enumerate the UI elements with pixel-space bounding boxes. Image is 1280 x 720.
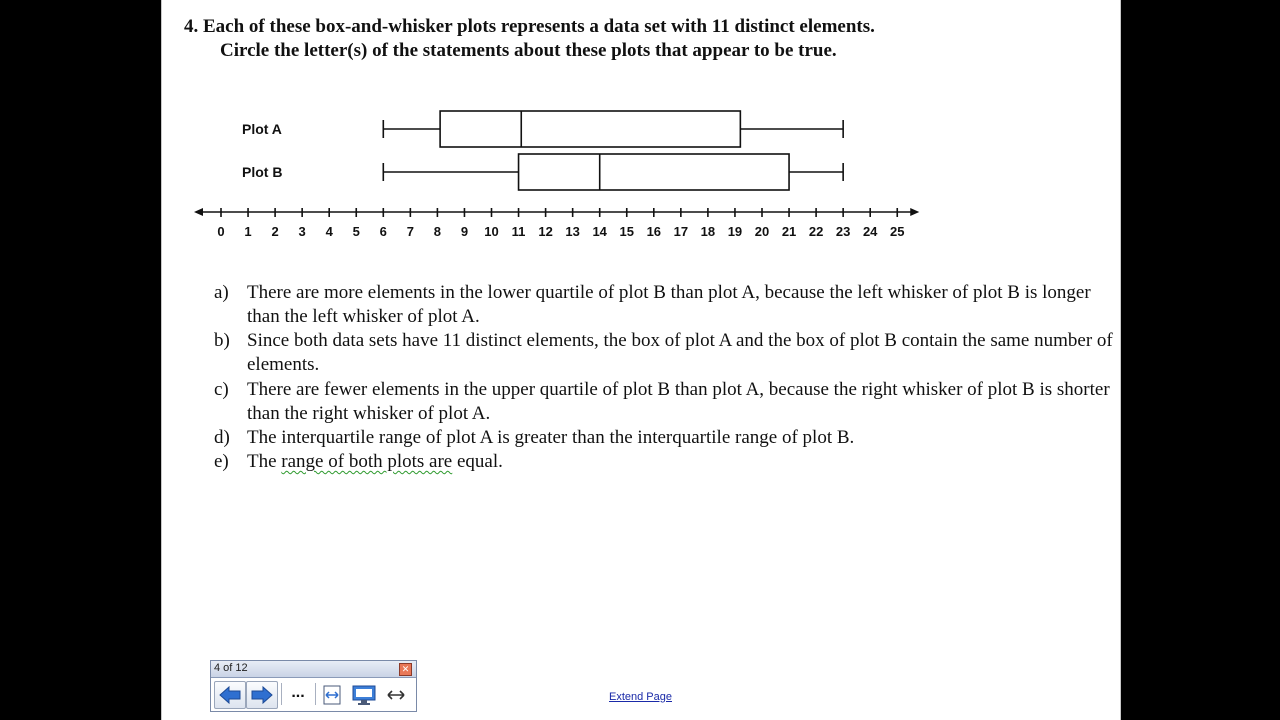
axis-tick-label-16: 16 [646,224,662,239]
axis-tick-label-8: 8 [433,224,442,239]
full-screen-button[interactable] [351,684,377,706]
statement-letter: b) [214,330,230,351]
axis-tick-label-17: 17 [673,224,689,239]
navigation-toolbar [210,660,417,712]
fit-width-icon [320,684,344,706]
statement-letter: c) [214,379,229,400]
axis-tick-label-3: 3 [298,224,306,239]
plot-b-box [519,154,790,190]
axis-tick-label-18: 18 [700,224,716,239]
axis-tick-label-10: 10 [484,224,499,239]
statement-text [247,450,1117,474]
statement-letter: a) [214,282,229,303]
more-button[interactable] [285,683,311,707]
axis-tick-label-7: 7 [406,224,414,239]
statement-text: The interquartile range of plot A is greater than the interquartile range of plot B. [247,427,855,448]
statement-text-end: equal. [452,451,503,472]
question-line-1: 4. Each of these box-and-whisker plots represents a data set with 11 distinct elements. [184,16,875,37]
next-page-icon [250,685,274,705]
worksheet-page [161,0,1121,720]
statement-letter: d) [214,427,230,448]
plot-b-label: Plot B [242,164,283,180]
statement-text: There are fewer elements in the upper quartile of plot B than plot A, because the right whisker of plot B is shorter than the right whisker of plot A. [247,379,1110,424]
plot-a-label: Plot A [242,121,282,137]
more-label: ... [291,684,305,701]
axis-tick-label-20: 20 [754,224,770,239]
axis-tick-label-5: 5 [352,224,360,239]
axis-tick-label-19: 19 [727,224,743,239]
box-plot-chart [162,0,1120,260]
toolbar-separator [281,683,282,705]
axis-tick-label-6: 6 [379,224,387,239]
statement-text: There are more elements in the lower quartile of plot B than plot A, because the left whisker of plot B is longer than the left whisker of plot A. [247,282,1091,327]
axis-tick-label-4: 4 [325,224,333,239]
full-screen-icon [351,684,377,706]
page-indicator: 4 of 12 [214,662,248,674]
axis-tick-label-1: 1 [244,224,252,239]
axis-tick-label-2: 2 [271,224,279,239]
statement-letter: e) [214,451,229,472]
statement-text: Since both data sets have 11 distinct elements, the box of plot A and the box of plot B contain the same number of elements. [247,330,1113,375]
previous-page-icon [218,685,242,705]
number-line-right-arrow [910,208,919,216]
pan-icon [385,684,407,706]
close-icon[interactable]: ✕ [399,663,412,676]
toolbar-separator [315,683,316,705]
axis-tick-label-11: 11 [511,224,526,239]
axis-tick-label-0: 0 [217,224,225,239]
next-page-button[interactable] [246,681,278,709]
statement-text-start: The [247,451,282,472]
plot-a-box [440,111,740,147]
axis-tick-label-13: 13 [565,224,580,239]
axis-tick-label-25: 25 [890,224,905,239]
number-line-left-arrow [194,208,203,216]
axis-tick-label-23: 23 [835,224,851,239]
grammar-flagged-phrase[interactable]: range of both plots are [281,451,453,472]
pan-button[interactable] [385,684,407,706]
axis-tick-label-9: 9 [460,224,469,239]
question-line-2: Circle the letter(s) of the statements about these plots that appear to be true. [220,40,837,61]
axis-tick-label-22: 22 [808,224,824,239]
axis-tick-label-12: 12 [538,224,553,239]
axis-tick-label-21: 21 [781,224,797,239]
extend-page-link[interactable]: Extend Page [609,691,672,703]
axis-tick-label-14: 14 [592,224,607,239]
axis-tick-label-24: 24 [862,224,878,239]
axis-tick-label-15: 15 [619,224,634,239]
previous-page-button[interactable] [214,681,246,709]
fit-width-button[interactable] [320,684,344,706]
navigation-title-bar[interactable] [211,661,416,678]
